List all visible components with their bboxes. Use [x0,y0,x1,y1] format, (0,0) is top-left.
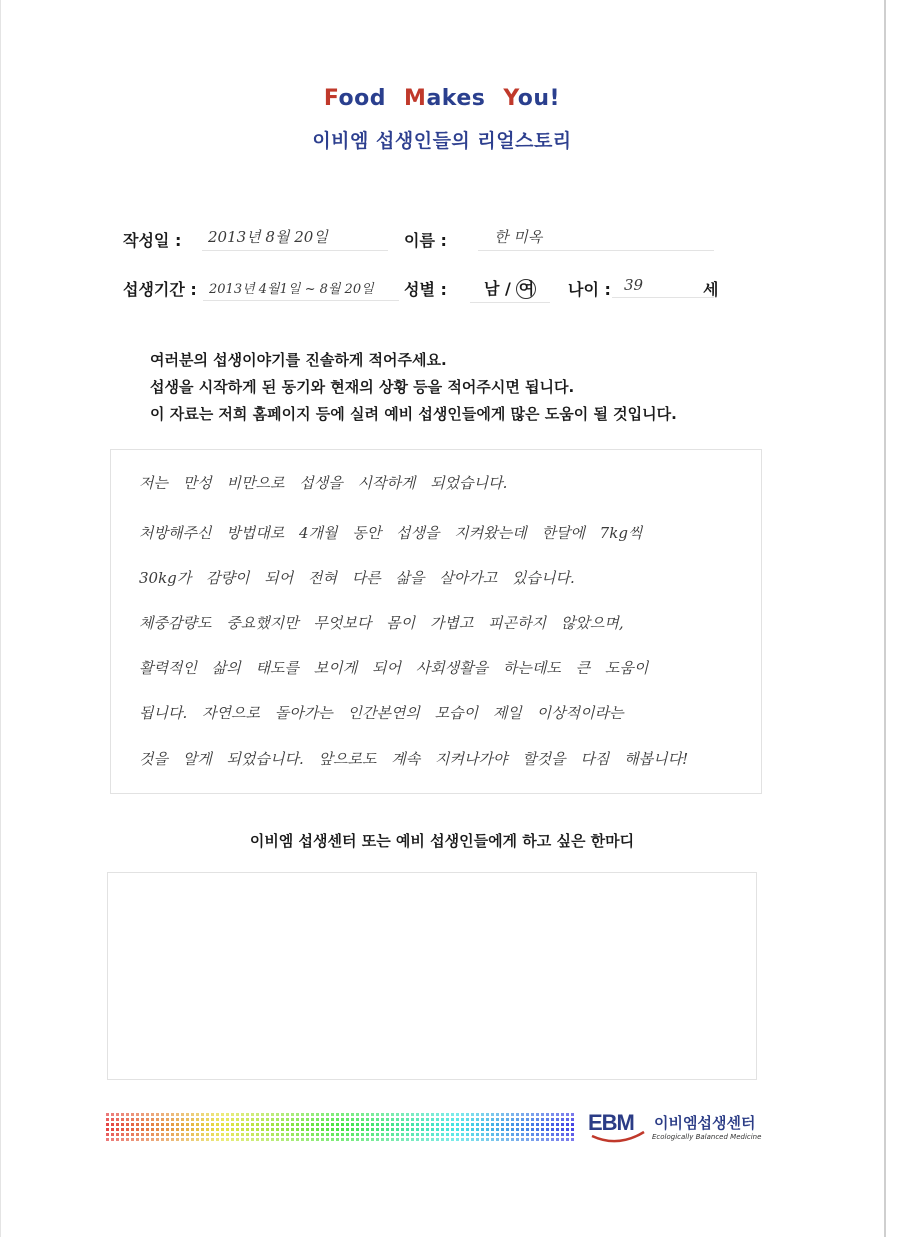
story-line: 됩니다. 자연으로 돌아가는 인간본연의 모습이 제일 이상적이라는 [139,704,624,722]
period-label: 섭생기간 : [123,280,197,299]
logo-name: 이비엠섭생센터 [654,1114,756,1132]
title-word: Food [323,86,387,111]
name-value: 한 미옥 [478,226,714,251]
logo-mark: EBM [588,1110,634,1135]
story-line: 것을 알게 되었습니다. 앞으로도 계속 지켜나가야 할것을 다짐 해봅니다! [139,750,689,768]
instruction-line: 섭생을 시작하게 된 동기와 현재의 상황 등을 적어주시면 됩니다. [150,378,575,396]
title-word: You! [503,86,561,111]
instructions [150,347,770,428]
date-label: 작성일 : [123,231,182,250]
gender-male: 남 [484,279,500,298]
date-value: 2013년 8월 20일 [202,226,388,251]
gender-label: 성별 : [404,280,447,299]
ebm-logo [588,1108,778,1148]
message-box [107,872,757,1080]
decorative-dot-gradient [104,1111,578,1141]
story-line: 체중감량도 중요했지만 무엇보다 몸이 가볍고 피곤하지 않았으며, [139,614,624,632]
logo-tagline: Ecologically Balanced Medicine [652,1133,762,1141]
gender-separator: / [505,279,511,298]
story-line: 저는 만성 비만으로 섭생을 시작하게 되었습니다. [139,474,508,492]
period-value: 2013년 4월1일 ~ 8월 20일 [203,276,399,301]
instruction-line: 여러분의 섭생이야기를 진솔하게 적어주세요. [150,351,447,369]
title-word: Makes [404,86,486,111]
page-edge [0,0,1,1237]
age-label: 나이 : [568,280,611,299]
story-box [110,449,762,794]
story-line: 처방해주신 방법대로 4개월 동안 섭생을 지켜왔는데 한달에 7kg씩 [139,524,643,542]
instruction-line: 이 자료는 저희 홈페이지 등에 실려 예비 섭생인들에게 많은 도움이 될 것입니다. [150,405,677,423]
message-section-title: 이비엠 섭생센터 또는 예비 섭생인들에게 하고 싶은 한마디 [249,832,635,850]
gender-female-selected: 여 [516,279,536,299]
page-edge [884,0,886,1237]
age-unit: 세 [703,280,719,299]
story-line: 30kg가 감량이 되어 전혀 다른 삶을 살아가고 있습니다. [139,569,575,587]
gender-options [470,276,550,303]
name-label: 이름 : [404,231,447,250]
story-line: 활력적인 삶의 태도를 보이게 되어 사회생활을 하는데도 큰 도움이 [139,659,649,677]
page-title [0,86,884,111]
page-subtitle: 이비엠 섭생인들의 리얼스토리 [312,130,572,152]
age-value: 39 [612,276,714,298]
